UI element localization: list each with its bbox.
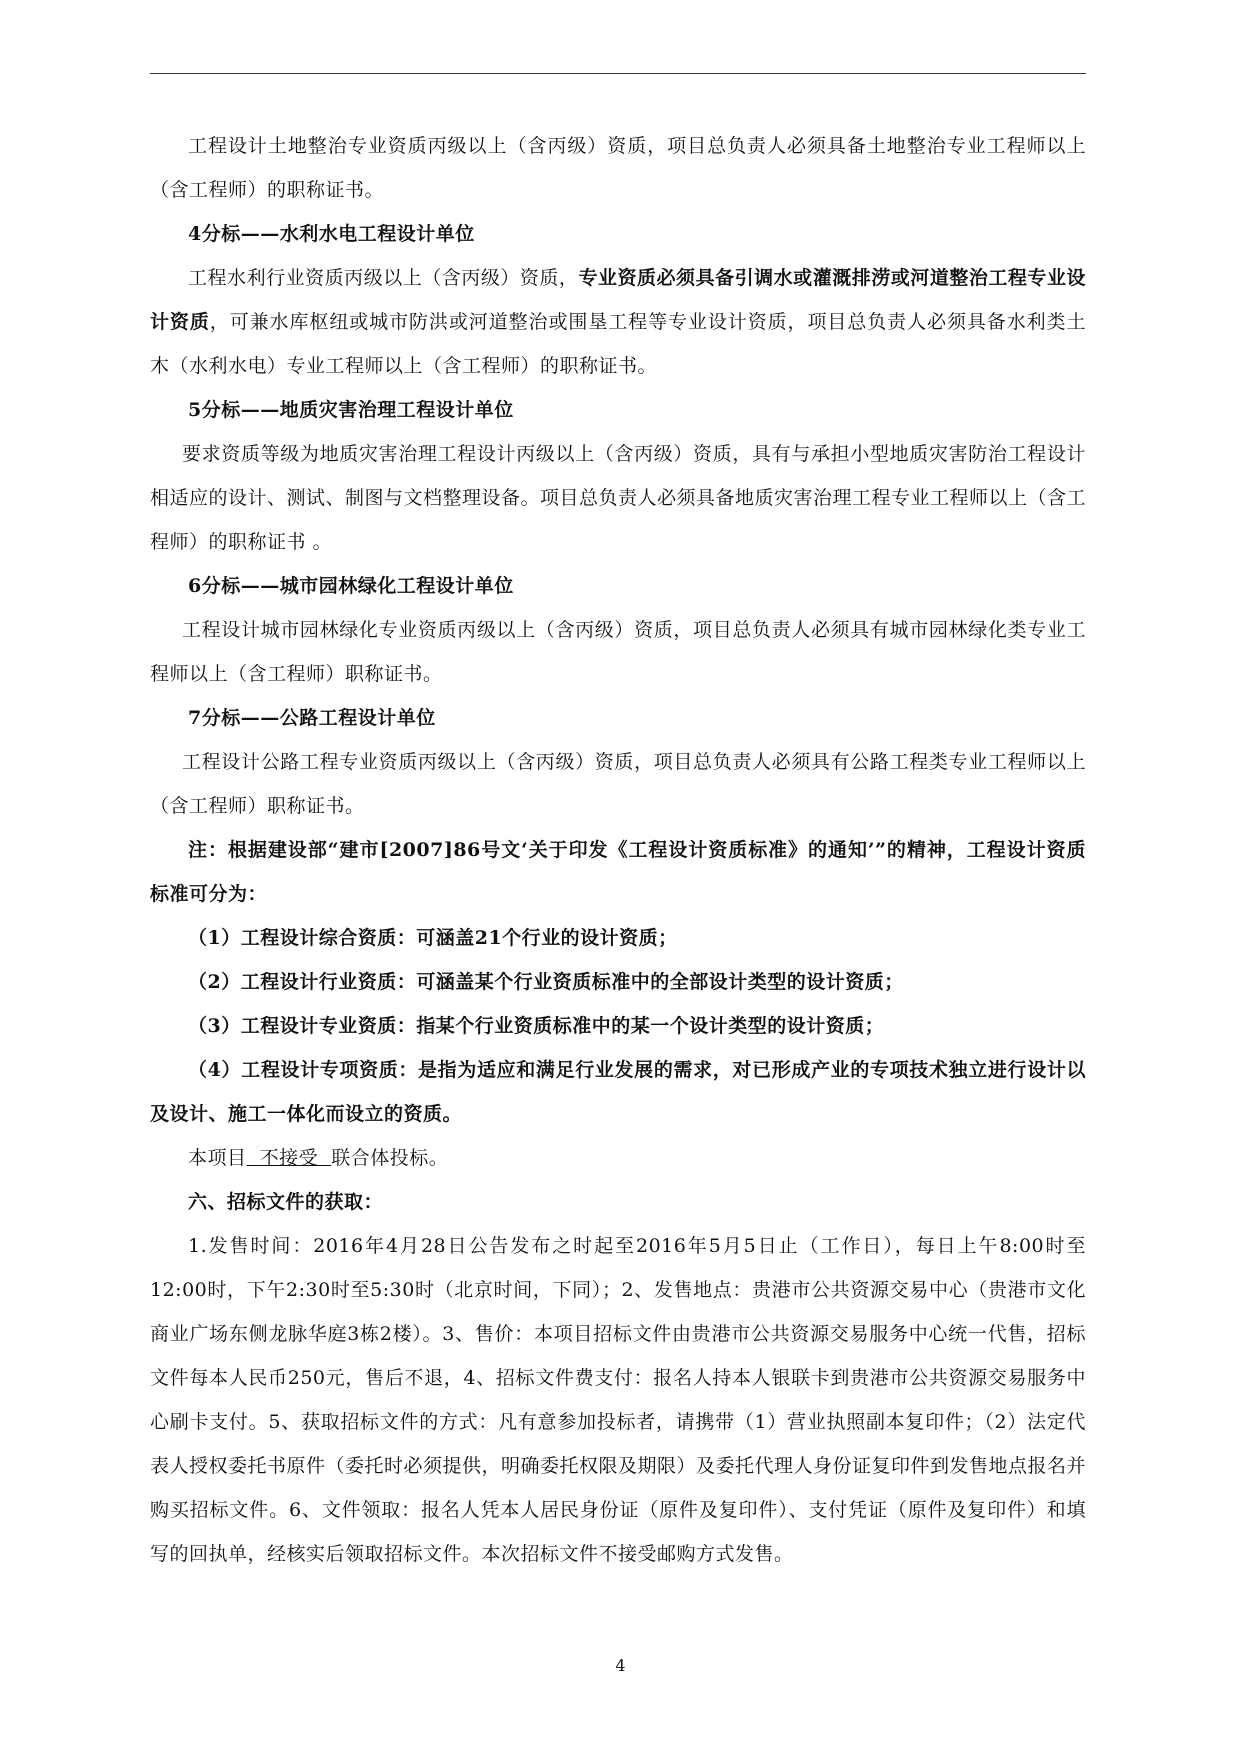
consortium-post: 联合体投标。 [331,1147,449,1169]
lot7-heading: 7分标——公路工程设计单位 [188,707,436,729]
lot7-requirement: 工程设计公路工程专业资质丙级以上（含丙级）资质，项目总负责人必须具有公路工程类专业工程师以上（含工程师）职称证书。 [150,751,1086,817]
note-paragraph: 注：根据建设部“建市[2007]86号文‘关于印发《工程设计资质标准》的通知’”的精神，工程设计资质标准可分为： [150,839,1086,905]
header-rule [150,73,1086,74]
lot6-requirement: 工程设计城市园林绿化专业资质丙级以上（含丙级）资质，项目总负责人必须具有城市园林绿化类专业工程师以上（含工程师）职称证书。 [150,619,1086,685]
qualification-type-2: （2）工程设计行业资质：可涵盖某个行业资质标准中的全部设计类型的设计资质； [188,971,904,993]
lot4-requirement [150,256,1086,388]
lot5-requirement: 要求资质等级为地质灾害治理工程设计丙级以上（含丙级）资质，具有与承担小型地质灾害防治工程设计相适应的设计、测试、制图与文档整理设备。项目总负责人必须具备地质灾害治理工程专业工程师以上（含工程师）的职称证书 。 [150,443,1087,553]
section-six-heading: 六、招标文件的获取： [188,1191,384,1213]
lot4-heading: 4分标——水利水电工程设计单位 [188,223,475,245]
lot6-heading: 6分标——城市园林绿化工程设计单位 [188,575,514,597]
lot3-requirement: 工程设计土地整治专业资质丙级以上（含丙级）资质，项目总负责人必须具备土地整治专业工程师以上（含工程师）的职称证书。 [150,135,1086,201]
qualification-type-1: （1）工程设计综合资质：可涵盖21个行业的设计资质； [188,927,678,949]
page-number: 4 [615,1656,626,1675]
document-body [150,124,1086,1576]
consortium-value: 不接受 [246,1147,332,1169]
consortium-statement [150,1136,1086,1180]
qualification-type-3: （3）工程设计专业资质：指某个行业资质标准中的某一个设计类型的设计资质； [188,1015,885,1037]
document-acquisition-details: 1.发售时间：2016年4月28日公告发布之时起至2016年5月5日止（工作日），每日上午8:00时至12:00时，下午2:30时至5:30时（北京时间，下同）；2、发售地点：贵港市公共资源交易中心（贵港市文化商业广场东侧龙脉华庭3栋2楼）。3、售价：本项目招标文件由贵港市公共资源交易服务中心统一代售，招标文件每本人民币250元，售后不退，4、招标文件费支付：报名人持本人银联卡到贵港市公共资源交易服务中心刷卡支付。5、获取招标文件的方式：凡有意参加投标者，请携带（1）营业执照副本复印件；（2）法定代表人授权委托书原件（委托时必须提供，明确委托权限及期限）及委托代理人身份证复印件到发售地点报名并购买招标文件。6、文件领取：报名人凭本人居民身份证（原件及复印件）、支付凭证（原件及复印件）和填写的回执单，经核实后领取招标文件。本次招标文件不接受邮购方式发售。 [150,1235,1087,1565]
qualification-type-4: （4）工程设计专项资质：是指为适应和满足行业发展的需求，对已形成产业的专项技术独立进行设计以及设计、施工一体化而设立的资质。 [150,1059,1086,1125]
lot5-heading: 5分标——地质灾害治理工程设计单位 [188,399,514,421]
lot4-req-bold: 专业资质必须具备引调水或灌溉排涝或河道整治工程专业设计资质 [150,267,1086,333]
lot4-req-part-a: 工程水利行业资质丙级以上（含丙级）资质， [188,267,579,289]
consortium-pre: 本项目 [188,1147,247,1169]
lot4-req-part-c: ，可兼水库枢纽或城市防洪或河道整治或围垦工程等专业设计资质，项目总负责人必须具备水利类土木（水利水电）专业工程师以上（含工程师）的职称证书。 [150,311,1086,377]
